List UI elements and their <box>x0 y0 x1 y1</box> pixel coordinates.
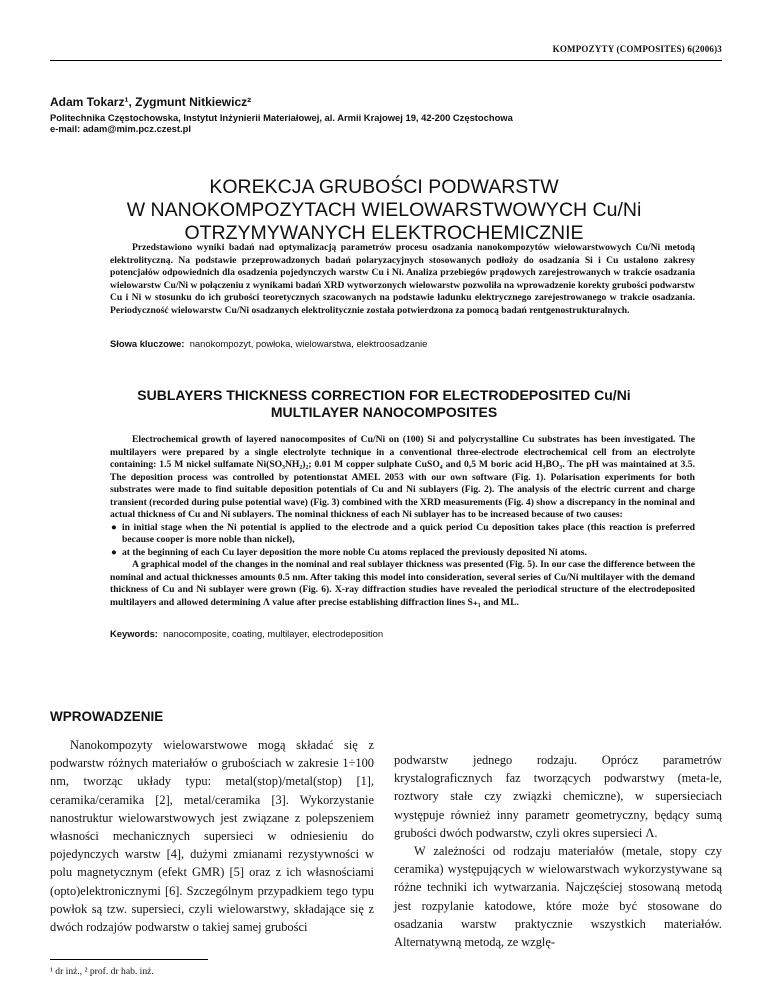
abstract-english-bullet: ● at the beginning of each Cu layer deposition the more noble Cu atoms replaced the previously deposited Ni atoms. <box>111 546 587 558</box>
keywords-polish-label: Słowa kluczowe: <box>110 338 185 349</box>
bullet-icon: ● <box>111 521 117 533</box>
abstract-english <box>110 434 695 609</box>
title-polish-line3: OTRZYMYWANYCH ELEKTROCHEMICZNIE <box>184 222 584 244</box>
bullet-icon: ● <box>111 546 117 558</box>
title-polish-line1: KOREKCJA GRUBOŚCI PODWARSTW <box>209 176 559 198</box>
abstract-english-p1: Electrochemical growth of layered nanocomposites of Cu/Ni on (100) Si and polycrystalline Cu substrates has been investigated. The multilayers were prepared by a single electrolyte technique in a conventional three-electrode electrochemical cell from an electrolyte containing: 1.5 M nickel sulfamate Ni(SO₃NH₂)₂; 0.01 M copper sulphate CuSO₄ and 0,5 M boric acid H₃BO₃. The pH was maintained at 3.5. The deposition process was controlled by potentionstat AMEL 2053 with our own software (Fig. 1). Polarisation experiments for both substrates were made to find suitable deposition potentials of Cu and Ni sublayers (Fig. 2). The analysis of the electric current and charge transient (recorded during pulse potential wave) (Fig. 3) combined with the XRD measurements (Fig. 4) show a discrepancy in the nominal and actual thickness of Cu and Ni sublayers. The nominal thickness of each Ni sublayer has to be increased because of two causes: <box>110 434 695 520</box>
abstract-english-bullet: ● in initial stage when the Ni potential is applied to the electrode and a quick period Cu deposition takes place (this reaction is preferred because cooper is more noble than nickel), <box>111 521 695 545</box>
footnote-rule <box>50 959 208 960</box>
abstract-polish-text: Przedstawiono wyniki badań nad optymalizacją parametrów procesu osadzania nanokompozytów wielowarstwowych Cu/Ni metodą elektrolityczną. Na podstawie przeprowadzonych badań polaryzacyjnych stosowanych podłoży do osadzania Si i Cu ustalono zakresy potencjałów odpowiednich dla osadzenia pojedynczych warstw Cu i Ni. Analiza przebiegów prądowych zarejestrowanych w trakcie osadzania wielowarstw Cu/Ni w połączeniu z wynikami badań XRD wytworzonych wielowarstw pozwoliła na wprowadzenie korekty grubości podwarstw Cu i Ni w stosunku do ich grubości teoretycznych szacowanych na podstawie ładunku elektrycznego zarejestrowanego w trakcie osadzania. Periodyczność wielowarstw Cu/Ni osadzanych elektrolitycznie została potwierdzona za pomocą badań rentgenostrukturalnych. <box>110 242 695 316</box>
footnote: ¹ dr inż., ² prof. dr hab. inż. <box>50 966 154 977</box>
body-column-right <box>394 751 722 951</box>
title-english <box>80 387 688 421</box>
author-names: Adam Tokarz¹, Zygmunt Nitkiewicz² <box>50 95 252 109</box>
abstract-english-bullets <box>110 522 695 560</box>
keywords-polish-text: nanokompozyt, powłoka, wielowarstwa, elektroosadzanie <box>189 338 428 349</box>
running-header: KOMPOZYTY (COMPOSITES) 6(2006)3 <box>552 44 722 54</box>
abstract-polish <box>110 242 695 317</box>
title-english-line2: MULTILAYER NANOCOMPOSITES <box>270 404 498 420</box>
body-paragraph: W zależności od rodzaju materiałów (metale, stopy czy ceramika) występujących w wielowarstwach wykorzystywane są różne techniki ich wytwarzania. Najczęściej stosowaną metodą jest rozpylanie katodowe, które może być stosowane do osadzania warstw praktycznie wszystkich materiałów. Alternatywną metodą, ze wzglę- <box>394 844 722 950</box>
body-paragraph: podwarstw jednego rodzaju. Oprócz parametrów krystalograficznych faz tworzących podwarstwy (meta-le, roztwory stałe czy związki chemiczne), w supersieciach występuje również inny parametr geometryczny, będący sumą grubości dwóch podwarstw, czyli okres supersieci Λ. <box>394 753 722 840</box>
body-paragraph: Nanokompozyty wielowarstwowe mogą składać się z podwarstw różnych materiałów o grubościach w zakresie 1÷100 nm, tworząc układy typu: metal(stop)/metal(stop) [1], ceramika/ceramika [2], metal/ceramika [3]. Wykorzystanie nanostruktur wielowarstwowych jest związane z polepszeniem własności mechanicznych supersieci w odniesieniu do pojedynczych warstw [4], dużymi zmianami rezystywności w polu magnetycznym (efekt GMR) [5] oraz z ich własnościami (opto)elektronicznymi [6]. Szczególnym przypadkiem tego typu powłok są tzw. supersieci, czyli wielowarstwy, składające się z dwóch rodzajów podwarstw o takiej samej grubości <box>50 738 374 935</box>
keywords-english-text: nanocomposite, coating, multilayer, electrodeposition <box>163 628 384 639</box>
abstract-english-p2: A graphical model of the changes in the nominal and real sublayer thickness was presented (Fig. 5). In our case the difference between the nominal and actual thicknesses amounts 0.5 nm. After taking this model into consideration, several series of Cu/Ni multilayer with the demand thickness of Cu and Ni sublayer were grown (Fig. 6). X-ray diffraction studies have revealed the periodical structure of the electrodeposited multilayers and allowed determining Λ value after precise establishing diffraction lines S₊₁ and ML. <box>110 559 695 608</box>
author-affiliation: Politechnika Częstochowska, Instytut Inżynierii Materiałowej, al. Armii Krajowej 19, 42-200 Częstochowa <box>50 112 513 123</box>
keywords-english <box>110 628 383 639</box>
body-column-left <box>50 736 374 936</box>
keywords-polish <box>110 338 427 349</box>
header-rule <box>50 60 722 61</box>
title-polish-line2: W NANOKOMPOZYTACH WIELOWARSTWOWYCH Cu/Ni <box>126 199 642 221</box>
author-email: e-mail: adam@mim.pcz.czest.pl <box>50 123 191 134</box>
keywords-english-label: Keywords: <box>110 628 158 639</box>
title-polish <box>80 176 688 245</box>
section-heading: WPROWADZENIE <box>50 709 164 724</box>
title-english-line1: SUBLAYERS THICKNESS CORRECTION FOR ELECTRODEPOSITED Cu/Ni <box>137 387 631 403</box>
